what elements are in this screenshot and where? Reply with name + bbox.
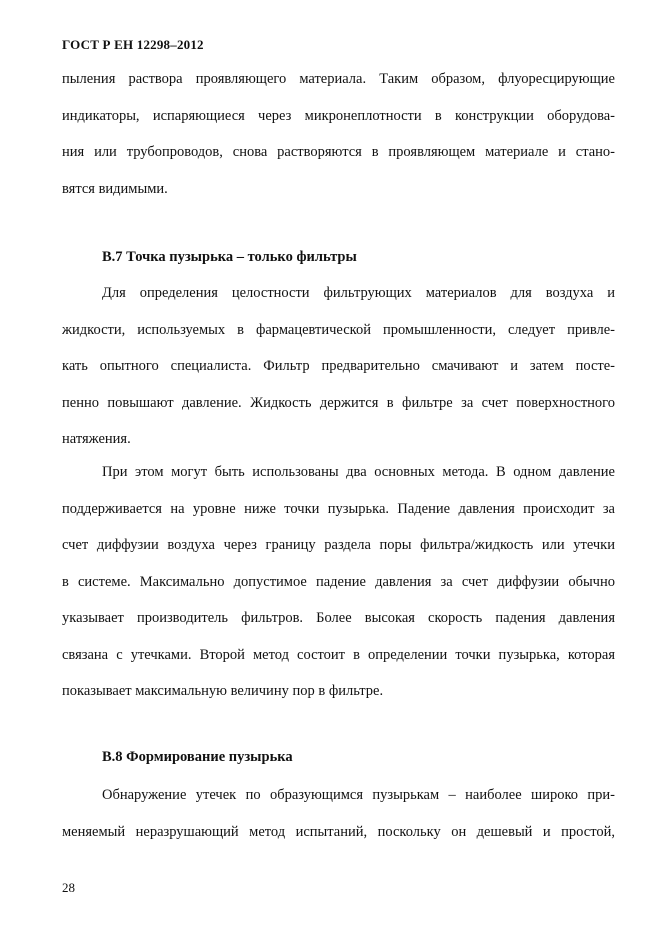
section-b7-paragraph-1 [62,275,615,458]
text-line: При этом могут быть использованы два основных метода. В одном давление [102,464,615,480]
text-line: вятся видимыми. [62,180,168,197]
text-line: натяжения. [62,431,131,447]
text-line: указывает производитель фильтров. Более высокая скорость падения давления [62,610,615,626]
text-line: связана с утечками. Второй метод состоит в определении точки пузырька, которая [62,646,615,663]
text-line: поддерживается на уровне ниже точки пузырька. Падение давления происходит за [62,500,615,517]
text-line: индикаторы, испаряющиеся через микронеплотности в конструкции оборудова- [62,107,615,124]
document-header: ГОСТ Р ЕН 12298–2012 [62,37,204,52]
text-line: пыления раствора проявляющего материала. Таким образом, флуоресцирующие [62,71,615,87]
section-heading-b8: В.8 Формирование пузырька [102,749,293,765]
text-line: счет диффузии воздуха через границу раздела поры фильтра/жидкость или утечки [62,537,615,553]
text-line: пенно повышают давление. Жидкость держится в фильтре за счет поверхностного [62,394,615,411]
section-b7-paragraph-2 [62,454,615,710]
text-line: жидкости, используемых в фармацевтической промышленности, следует привле- [62,321,615,338]
intro-paragraph [62,61,615,207]
text-line: Обнаружение утечек по образующимся пузырькам – наиболее широко при- [102,787,615,803]
section-heading-b7: В.7 Точка пузырька – только фильтры [102,249,357,265]
text-line: в системе. Максимально допустимое падение давления за счет диффузии обычно [62,573,615,590]
section-b8-paragraph-1 [62,777,615,850]
text-line: показывает максимальную величину пор в фильтре. [62,683,384,699]
page-number: 28 [62,880,75,895]
text-line: Для определения целостности фильтрующих материалов для воздуха и [102,285,615,301]
text-line: меняемый неразрушающий метод испытаний, поскольку он дешевый и простой, [62,823,615,840]
text-line: кать опытного специалиста. Фильтр предварительно смачивают и затем посте- [62,358,615,374]
text-line: ния или трубопроводов, снова растворяются в проявляющем материале и стано- [62,144,615,160]
